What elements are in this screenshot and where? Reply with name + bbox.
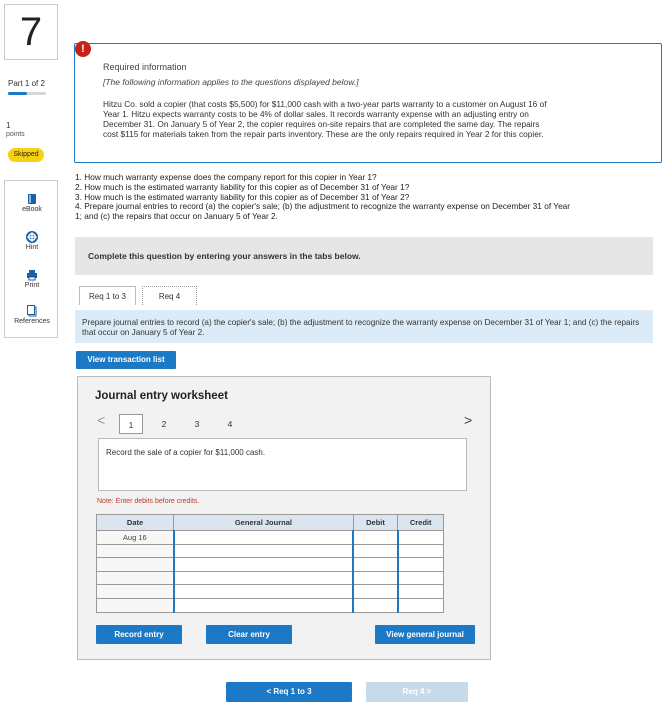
question-item: 4. Prepare journal entries to record (a) the copier's sale; (b) the adjustment to recognize the warranty expense on December 31 of Year xyxy=(75,201,571,212)
date-cell xyxy=(97,571,174,585)
table-row xyxy=(97,598,444,612)
status-badge: Skipped xyxy=(8,148,44,162)
question-item: 3. How much is the estimated warranty liability for this copier as of December 31 of Year 2? xyxy=(75,191,410,202)
tab-req-1-to-3[interactable]: Req 1 to 3 xyxy=(79,286,136,305)
alert-icon: ! xyxy=(75,41,91,57)
complete-text: Complete this question by entering your answers in the tabs below. xyxy=(88,251,361,261)
hint-button[interactable] xyxy=(5,231,59,251)
date-cell xyxy=(97,544,174,558)
question-item: 1; and (c) the repairs that occur on January 5 of Year 2. xyxy=(75,211,278,222)
worksheet-page-4[interactable]: 4 xyxy=(227,419,233,429)
required-info-line: December 31. On January 5 of Year 2, the copier requires on-site repairs that are completed the same day. The repairs xyxy=(103,119,540,129)
points-value: 1 xyxy=(6,121,11,130)
ebook-label: eBook xyxy=(22,206,42,213)
print-label: Print xyxy=(24,282,40,289)
lifebuoy-icon xyxy=(26,231,38,243)
table-row xyxy=(97,558,444,572)
account-input[interactable] xyxy=(174,571,354,585)
required-info-line: cost $115 for materials taken from the repair parts inventory. These are the only repairs required in Year 2 for this copier. xyxy=(103,129,544,139)
date-cell xyxy=(97,558,174,572)
col-credit: Credit xyxy=(398,515,444,531)
part-progress-fill xyxy=(8,92,27,95)
col-general-journal: General Journal xyxy=(174,515,354,531)
view-transaction-list-button[interactable]: View transaction list xyxy=(76,351,176,369)
credit-input[interactable] xyxy=(398,544,444,558)
account-input[interactable] xyxy=(174,598,354,612)
part-label: Part 1 of 2 xyxy=(8,79,45,88)
debit-input[interactable] xyxy=(353,544,398,558)
tab-req-4[interactable]: Req 4 xyxy=(142,286,197,305)
clear-entry-button[interactable]: Clear entry xyxy=(206,625,292,644)
document-icon xyxy=(26,305,38,317)
record-entry-button[interactable]: Record entry xyxy=(96,625,182,644)
journal-table xyxy=(96,514,444,613)
printer-icon xyxy=(26,269,38,281)
required-info-line: Hitzu Co. sold a copier (that costs $5,500) for $11,000 cash with a two-year parts warranty to a customer on August 16 of xyxy=(103,99,547,109)
credit-input[interactable] xyxy=(398,558,444,572)
account-input[interactable] xyxy=(174,585,354,599)
credit-input[interactable] xyxy=(398,585,444,599)
view-general-journal-button[interactable]: View general journal xyxy=(375,625,475,644)
question-item: 1. How much warranty expense does the company report for this copier in Year 1? xyxy=(75,172,377,182)
references-label: References xyxy=(14,318,50,325)
required-info-note: [The following information applies to the questions displayed below.] xyxy=(103,77,359,87)
hint-label: Hint xyxy=(25,244,39,251)
prev-req-button[interactable]: < Req 1 to 3 xyxy=(226,682,352,702)
worksheet-next-icon[interactable]: > xyxy=(464,412,473,428)
debit-input[interactable] xyxy=(353,585,398,599)
question-list xyxy=(75,173,665,222)
worksheet-page-3[interactable]: 3 xyxy=(194,419,200,429)
question-number: 7 xyxy=(4,4,58,60)
debit-credit-note: Note: Enter debits before credits. xyxy=(97,498,200,505)
complete-panel xyxy=(75,237,653,275)
tools-panel xyxy=(4,180,58,338)
table-row xyxy=(97,544,444,558)
question-item: 2. How much is the estimated warranty liability for this copier as of December 31 of Year 1? xyxy=(75,181,410,192)
col-debit: Debit xyxy=(353,515,398,531)
points-label: points xyxy=(6,131,25,138)
date-cell: Aug 16 xyxy=(97,531,174,545)
book-icon xyxy=(26,193,38,205)
credit-input[interactable] xyxy=(398,531,444,545)
print-button[interactable] xyxy=(5,269,59,289)
required-info-text xyxy=(103,99,633,139)
worksheet-page-1[interactable]: 1 xyxy=(119,414,143,434)
debit-input[interactable] xyxy=(353,558,398,572)
required-info-line: Year 1. Hitzu expects warranty costs to be 4% of dollar sales. It records warranty expense with an adjusting entry on xyxy=(103,109,529,119)
date-cell xyxy=(97,585,174,599)
instruction-text: Prepare journal entries to record (a) the copier's sale; (b) the adjustment to recognize the warranty expense on December 31 of Year 1; and (c) the repairs that occur on January 5 of Year 2. xyxy=(82,318,640,337)
entry-description-box xyxy=(98,438,467,491)
account-input[interactable] xyxy=(174,558,354,572)
worksheet-page-2[interactable]: 2 xyxy=(161,419,167,429)
col-date: Date xyxy=(97,515,174,531)
debit-input[interactable] xyxy=(353,571,398,585)
required-info-title: Required information xyxy=(103,62,187,72)
table-row xyxy=(97,531,444,545)
part-progress-bar xyxy=(8,92,46,95)
entry-description: Record the sale of a copier for $11,000 cash. xyxy=(106,448,266,457)
credit-input[interactable] xyxy=(398,598,444,612)
instruction-panel xyxy=(75,310,653,343)
table-row xyxy=(97,571,444,585)
credit-input[interactable] xyxy=(398,571,444,585)
account-input[interactable] xyxy=(174,531,354,545)
worksheet-prev-icon[interactable]: < xyxy=(97,412,106,428)
date-cell xyxy=(97,598,174,612)
references-button[interactable] xyxy=(5,305,59,325)
table-row xyxy=(97,585,444,599)
debit-input[interactable] xyxy=(353,531,398,545)
worksheet-title: Journal entry worksheet xyxy=(95,390,228,402)
debit-input[interactable] xyxy=(353,598,398,612)
ebook-button[interactable] xyxy=(5,193,59,213)
next-req-button[interactable]: Req 4 > xyxy=(366,682,468,702)
account-input[interactable] xyxy=(174,544,354,558)
